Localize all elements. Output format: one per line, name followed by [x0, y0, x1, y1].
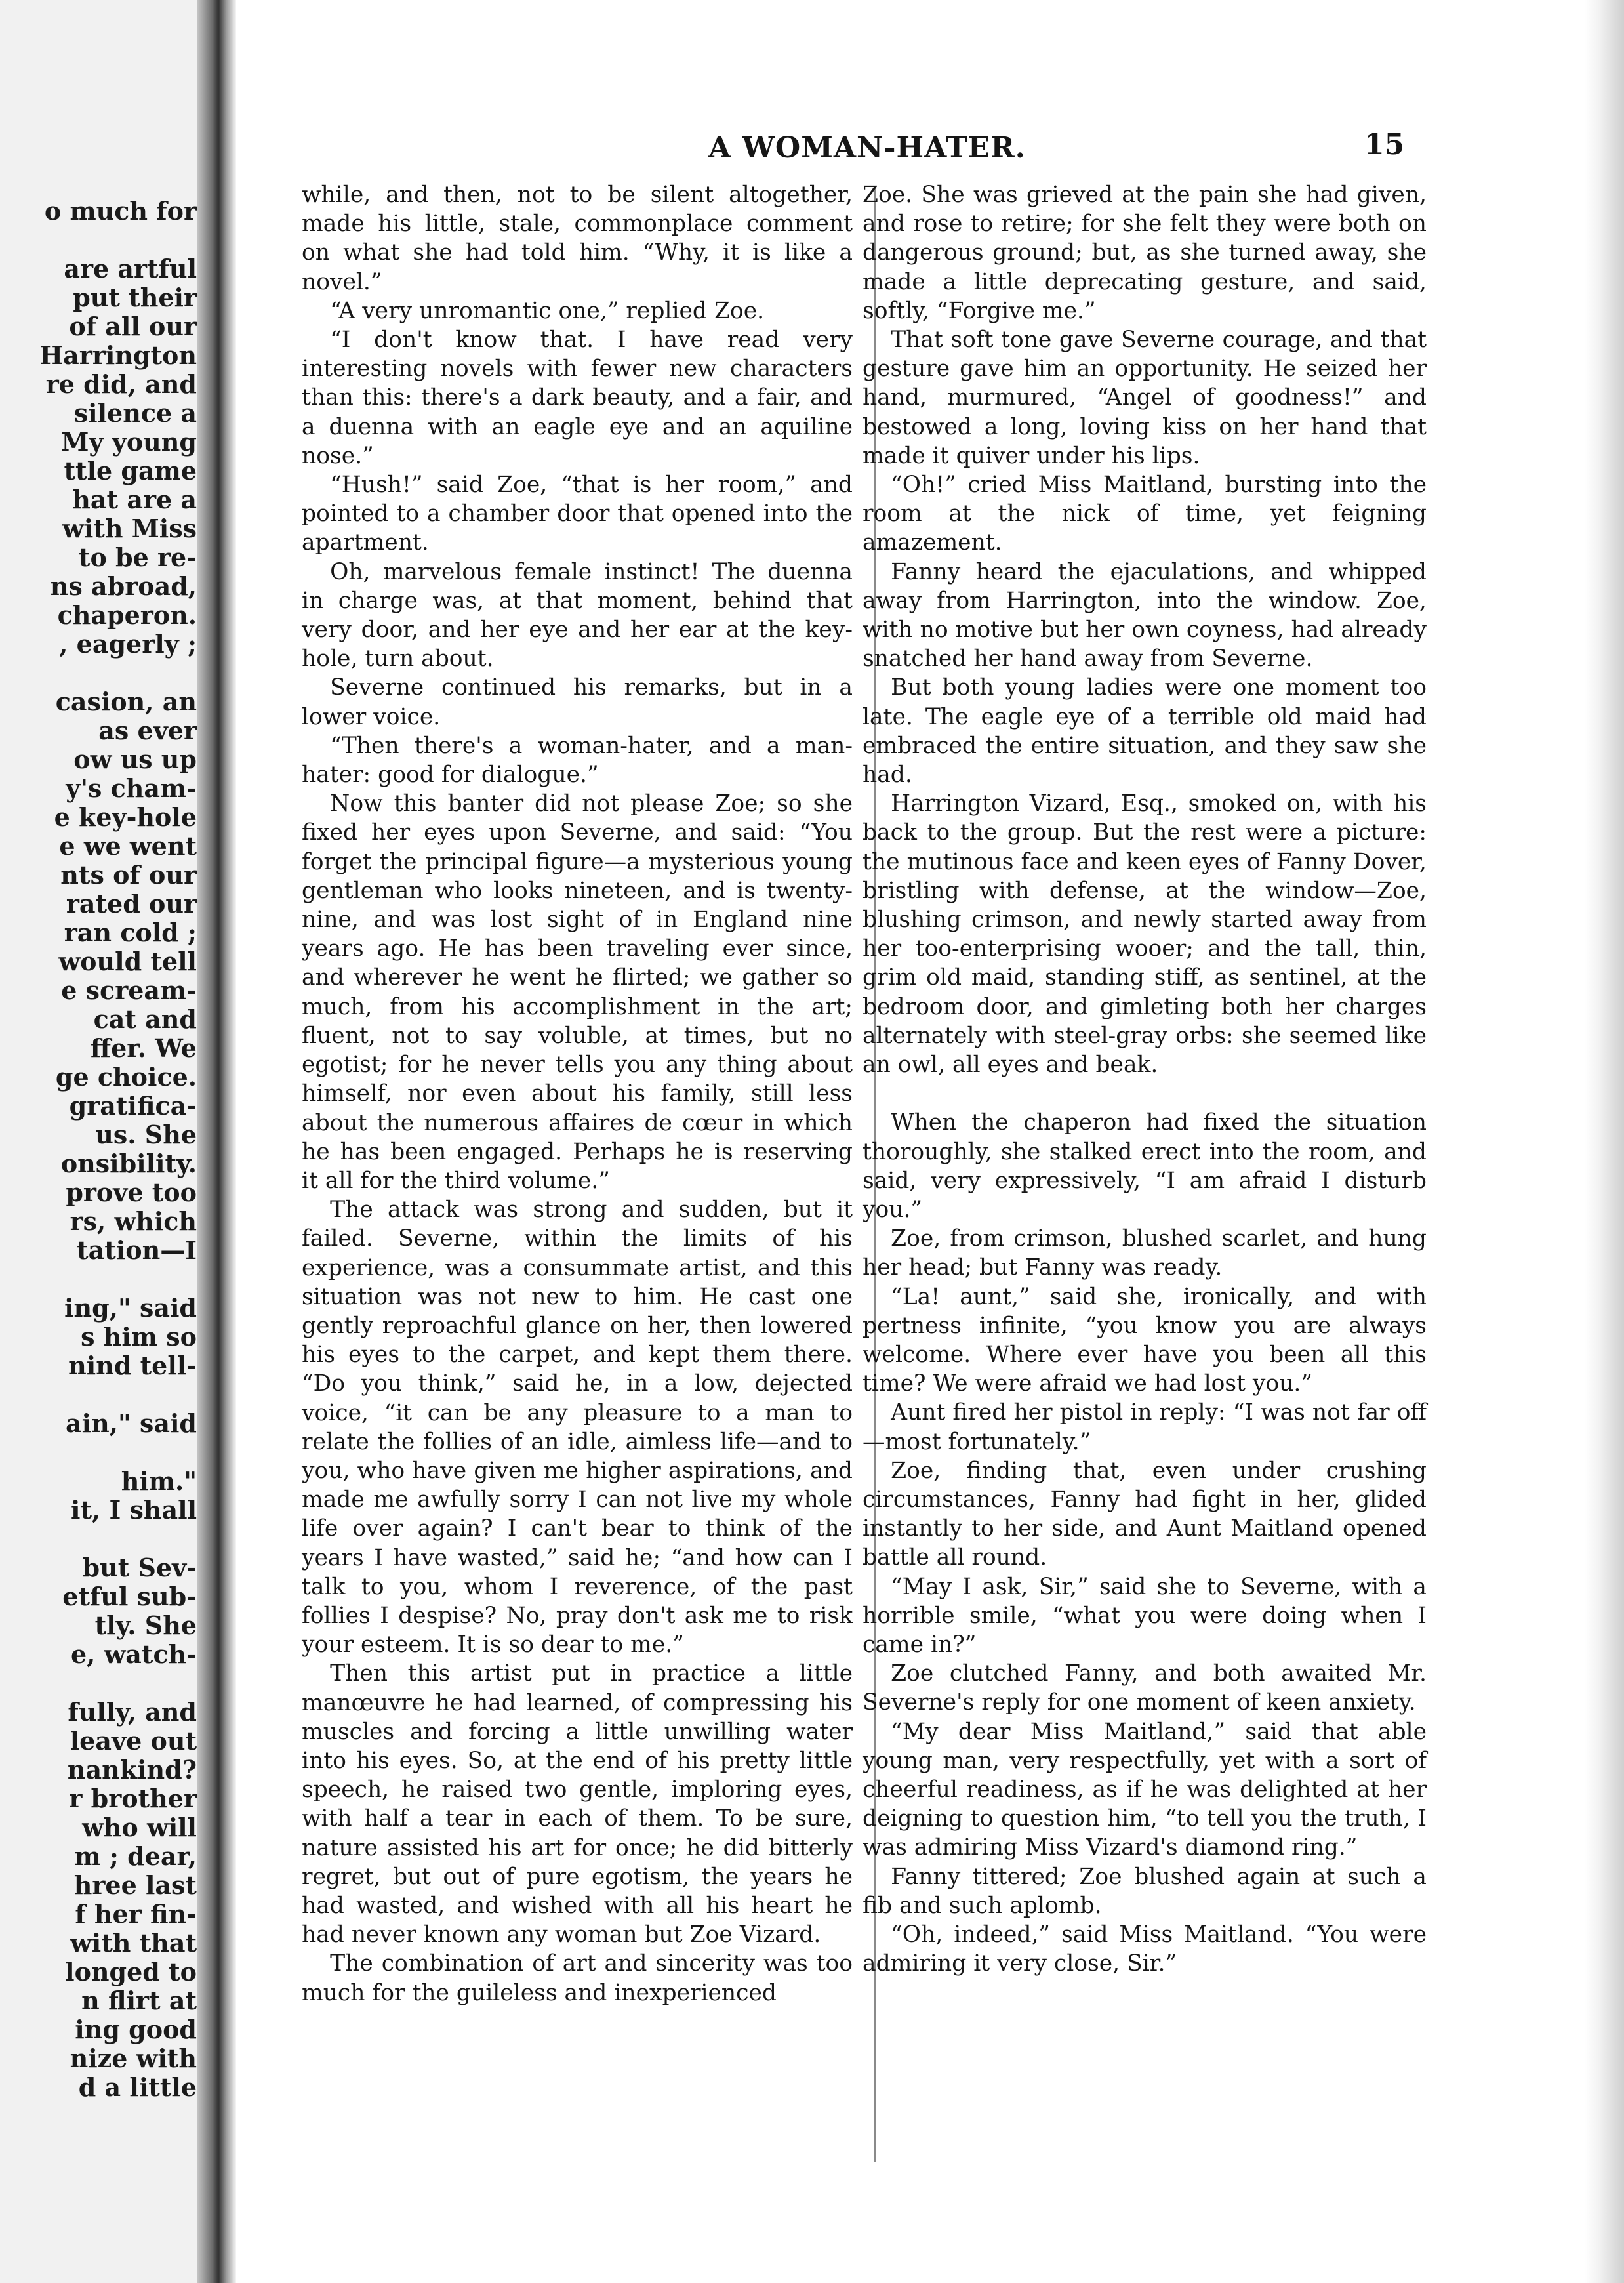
facing-page-line: ing," said	[64, 1293, 197, 1323]
paragraph: The combination of art and sincerity was too much for the guileless and inexperienced	[302, 1950, 853, 2006]
paragraph: “Then there's a woman-hater, and a man-hater: good for dialogue.”	[302, 732, 853, 789]
paragraph: “May I ask, Sir,” said she to Severne, with a horrible smile, “what you were doing when I came in?”	[863, 1573, 1427, 1658]
facing-page-line: onsibility.	[60, 1149, 197, 1178]
text-column-left	[302, 180, 853, 2007]
facing-page-line: rs, which	[70, 1206, 197, 1236]
facing-page-line: etful sub-	[62, 1582, 197, 1611]
facing-page-line: e we went	[59, 831, 197, 861]
facing-page-line: are artful	[64, 254, 197, 283]
page-number: 15	[1364, 128, 1405, 161]
facing-page-line: nind tell-	[68, 1351, 197, 1380]
facing-page-line	[0, 1265, 197, 1294]
facing-page-line	[0, 1380, 197, 1409]
facing-page-line: cat and	[93, 1004, 197, 1034]
facing-page-line: s him so	[81, 1322, 197, 1351]
paragraph: But both young ladies were one moment too late. The eagle eye of a terrible old maid had embraced the entire situation, and they saw she had.	[863, 674, 1427, 789]
facing-page-line: with that	[70, 1928, 197, 1958]
facing-page-line: leave out	[70, 1726, 197, 1756]
facing-page-line: us. She	[95, 1120, 197, 1149]
paragraph: Fanny heard the ejaculations, and whipped away from Harrington, into the window. Zoe, with no motive but her own coyness, had already snatched her hand away from Severne.	[863, 558, 1427, 672]
facing-page-line: rated our	[66, 889, 197, 918]
facing-page-line: m ; dear,	[74, 1841, 197, 1871]
facing-page-line: nize with	[70, 2044, 197, 2073]
facing-page-line: e, watch-	[70, 1639, 197, 1669]
paragraph: Severne continued his remarks, but in a lower voice.	[302, 674, 853, 730]
facing-page-line: casion, an	[55, 687, 197, 716]
paragraph: “I don't know that. I have read very interesting novels with fewer new characters than this: there's a dark beauty, and a fair, and a duenna with an eagle eye and an aquiline nose.”	[302, 327, 853, 469]
paragraph: Harrington Vizard, Esq., smoked on, with his back to the group. But the rest were a picture: the mutinous face and keen eyes of Fanny Dover, bristling with defense, at the window—Zoe, blushing crimson, and newly started away from her too-enterprising wooer; and the tall, thin, grim old maid, standing stiff, as sentinel, at the bedroom door, and gimleting both her charges alternately with steel-gray orbs: she seemed like an owl, all eyes and beak.	[863, 791, 1427, 1079]
facing-page-text-fragments	[0, 197, 197, 2102]
facing-page	[0, 0, 210, 2283]
facing-page-line: prove too	[66, 1178, 197, 1207]
facing-page-line: would tell	[58, 947, 197, 976]
paragraph: “A very unromantic one,” replied Zoe.	[330, 297, 765, 324]
facing-page-line: ttle game	[64, 456, 197, 485]
facing-page-line: n flirt at	[81, 1986, 197, 2015]
facing-page-line: e scream-	[61, 976, 197, 1005]
facing-page-line: put their	[73, 283, 197, 312]
paragraph: Now this banter did not please Zoe; so she fixed her eyes upon Severne, and said: “You forget the principal figure—a mysterious young gentleman who looks nineteen, and is twenty-nine, and was lost sight of in England nine years ago. He has been traveling ever since, and wherever he went he flirted; we gather so much, from his accomplishment in the art; fluent, not to say voluble, at times, but no egotist; for he never tells you any thing about himself, nor even about his family, still less about the numerous affaires de cœur in which he has been engaged. Perhaps he is reserving it all for the third volume.”	[302, 791, 853, 1194]
facing-page-line: tation—I	[77, 1235, 197, 1265]
facing-page-line: hat are a	[72, 485, 197, 514]
facing-page-line: it, I shall	[71, 1495, 197, 1525]
facing-page-line: chaperon.	[57, 600, 197, 630]
facing-page-line: f her fin-	[75, 1899, 197, 1929]
facing-page-line: with Miss	[62, 514, 197, 543]
facing-page-line	[0, 659, 197, 688]
facing-page-line: nankind?	[67, 1755, 197, 1784]
paragraph: “Hush!” said Zoe, “that is her room,” and pointed to a chamber door that opened into the apartment.	[302, 472, 853, 556]
facing-page-line: ffer. We	[90, 1033, 197, 1063]
paragraph: The attack was strong and sudden, but it failed. Severne, within the limits of his experience, was a consummate artist, and this situation was not new to him. He cast one gently reproachful glance on her, then lowered his eyes to the carpet, and kept them there. “Do you think,” said he, in a low, dejected voice, “it can be any pleasure to a man to relate the follies of an idle, aimless life—and to you, who have given me higher aspirations, and made me awfully sorry I can not live my whole life over again? I can't bear to think of the years I have wasted,” said he; “and how can I talk to you, whom I reverence, of the past follies I despise? No, pray don't ask me to risk your esteem. It is so dear to me.”	[302, 1197, 853, 1658]
facing-page-line: d a little	[78, 2072, 197, 2102]
facing-page-line: My young	[61, 427, 197, 457]
page-edge-shadow	[1585, 0, 1624, 2283]
paragraph: When the chaperon had fixed the situation thoroughly, she stalked erect into the room, and said, very expressively, “I am afraid I disturb you.”	[863, 1109, 1427, 1223]
facing-page-line: nts of our	[60, 860, 197, 890]
facing-page-line: fully, and	[68, 1697, 197, 1727]
paragraph: “La! aunt,” said she, ironically, and with pertness infinite, “you know you are always welcome. Where ever have you been all this time? We were afraid we had lost you.”	[863, 1283, 1427, 1397]
facing-page-line: silence a	[73, 398, 197, 428]
facing-page-line: ing good	[75, 2015, 197, 2044]
paragraph: Aunt fired her pistol in reply: “I was not far off—most fortunately.”	[863, 1399, 1427, 1455]
facing-page-line: of all our	[69, 312, 197, 341]
paragraph: Zoe, finding that, even under crushing circumstances, Fanny had fight in her, glided instantly to her side, and Aunt Maitland opened battle all round.	[863, 1457, 1427, 1571]
facing-page-line: tly. She	[94, 1611, 197, 1640]
facing-page-line: ran cold ;	[64, 918, 197, 947]
facing-page-line: ns abroad,	[50, 571, 197, 601]
paragraph: That soft tone gave Severne courage, and that gesture gave him an opportunity. He seized her hand, murmured, “Angel of goodness!” and bestowed a long, loving kiss on her hand that made it quiver under his lips.	[863, 327, 1427, 469]
paragraph: while, and then, not to be silent altogether, made his little, stale, commonplace comment on what she had told him. “Why, it is like a novel.”	[302, 182, 853, 295]
paragraph: “Oh!” cried Miss Maitland, bursting into the room at the nick of time, yet feigning amazement.	[863, 472, 1427, 556]
paragraph: “My dear Miss Maitland,” said that able young man, very respectfully, yet with a sort of cheerful readiness, as if he was delighted at her deigning to question him, “to tell you the truth, I was admiring Miss Vizard's diamond ring.”	[863, 1718, 1427, 1861]
facing-page-line: re did, and	[45, 369, 197, 399]
facing-page-line: but Sev-	[82, 1553, 197, 1582]
paragraph: Zoe. She was grieved at the pain she had given, and rose to retire; for she felt they were both on dangerous ground; but, as she turned away, she made a little deprecating gesture, and said, softly, “Forgive me.”	[863, 182, 1427, 324]
facing-page-line: ge choice.	[55, 1062, 197, 1092]
facing-page-line: , eagerly ;	[59, 629, 197, 659]
paragraph: Fanny tittered; Zoe blushed again at such a fib and such aplomb.	[863, 1863, 1427, 1919]
facing-page-line	[0, 1438, 197, 1467]
facing-page-line: gratifica-	[69, 1091, 197, 1121]
facing-page-line	[0, 226, 197, 255]
facing-page-line: hree last	[73, 1870, 197, 1900]
book-gutter	[197, 0, 236, 2283]
paragraph: Oh, marvelous female instinct! The duenna in charge was, at that moment, behind that very door, and her eye and her ear at the key-hole, turn about.	[302, 558, 853, 672]
paragraph: “Oh, indeed,” said Miss Maitland. “You were admiring it very close, Sir.”	[863, 1921, 1427, 1977]
facing-page-line: who will	[82, 1813, 197, 1842]
facing-page-line: o much for	[44, 196, 197, 226]
paragraph: Zoe, from crimson, blushed scarlet, and hung her head; but Fanny was ready.	[863, 1225, 1427, 1281]
facing-page-line: longed to	[65, 1957, 197, 1986]
facing-page-line	[0, 1525, 197, 1553]
facing-page-line: him."	[121, 1466, 197, 1496]
paragraph: Zoe clutched Fanny, and both awaited Mr. Severne's reply for one moment of keen anxiety.	[863, 1660, 1427, 1716]
paragraph: Then this artist put in practice a little manœuvre he had learned, of compressing his muscles and forcing a little unwilling water into his eyes. So, at the end of his pretty little speech, he raised two gentle, imploring eyes, with half a tear in each of them. To be sure, nature assisted his art for once; he did bitterly regret, but out of pure egotism, the years he had wasted, and wished with all his heart he had never known any woman but Zoe Vizard.	[302, 1660, 853, 1948]
facing-page-line: y's cham-	[66, 773, 197, 803]
facing-page-line: as ever	[98, 716, 197, 745]
text-column-right	[863, 180, 1427, 1978]
facing-page-line: r brother	[69, 1784, 197, 1813]
facing-page-line	[0, 1669, 197, 1698]
facing-page-line: e key-hole	[54, 802, 197, 832]
facing-page-line: ain," said	[66, 1409, 197, 1438]
running-header-title: A WOMAN-HATER.	[708, 131, 1026, 165]
facing-page-line: to be re-	[78, 543, 197, 572]
facing-page-line: Harrington	[39, 340, 197, 370]
facing-page-line: ow us up	[73, 745, 197, 774]
